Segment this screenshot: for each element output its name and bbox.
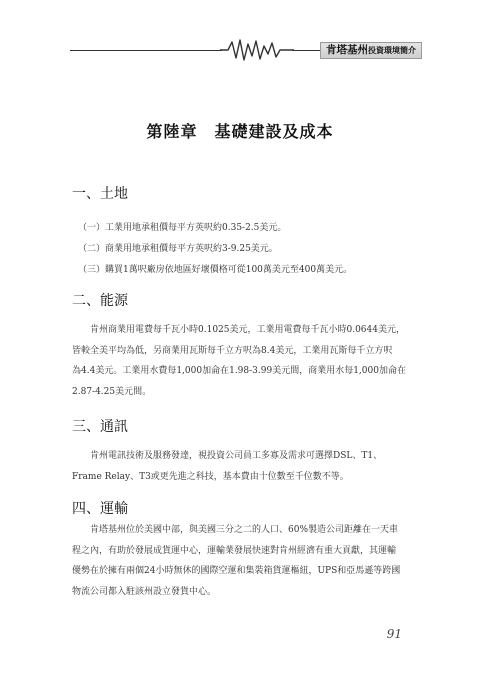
paragraph-line: 皆較全美平均為低，另商業用瓦斯每千立方呎為8.4美元，工業用瓦斯每千立方呎 <box>72 345 393 356</box>
heartbeat-wave-icon <box>220 38 294 62</box>
list-item: （三）購買1萬呎廠房依地區好壞價格可從100萬美元至400萬美元。 <box>78 265 353 275</box>
section-heading-energy: 二、能源 <box>72 293 128 309</box>
paragraph-transport <box>72 520 417 602</box>
running-header <box>70 34 420 64</box>
paragraph-line: 2.87-4.25美元間。 <box>72 386 152 397</box>
paragraph-line: Frame Relay、T3或更先進之科技，基本費由十位數至千位數不等。 <box>72 471 349 482</box>
paragraph-line: 優勢在於擁有兩個24小時無休的國際空運和集裝箱貨運樞紐，UPS和亞馬遜等跨國 <box>72 566 401 576</box>
header-title-main: 肯塔基州 <box>326 44 368 56</box>
paragraph-line: 肯州商業用電費每千瓦小時0.1025美元，工業用電費每千瓦小時0.0644美元， <box>90 325 405 335</box>
chapter-title: 第陸章 基礎建設及成本 <box>146 122 334 141</box>
paragraph-telecom <box>72 446 417 487</box>
paragraph-line: 為4.4美元。工業用水費每1,000加侖在1.98-3.99美元間，商業用水每1,000加侖在 <box>72 366 406 376</box>
paragraph-energy <box>72 320 417 402</box>
list-item: （二）商業用地承租價每平方英呎約3-9.25美元。 <box>78 244 278 254</box>
section-heading-land: 一、土地 <box>72 186 128 202</box>
header-title-sub: 投資環境簡介 <box>368 46 416 55</box>
paragraph-line: 肯州電訊技術及服務發達，視投資公司員工多寡及需求可選擇DSL、T1、 <box>90 451 383 461</box>
section-heading-transport: 四、運輸 <box>72 501 128 517</box>
header-rule-left <box>70 50 222 51</box>
paragraph-line: 肯塔基州位於美國中部，與美國三分之二的人口、60%製造公司距離在一天車 <box>90 525 399 535</box>
header-title-box <box>320 42 422 59</box>
section-heading-telecom: 三、通訊 <box>72 419 128 435</box>
page-number: 91 <box>386 627 402 641</box>
header-rule-right <box>292 50 322 51</box>
list-item: （一）工業用地承租價每平方英呎約0.35-2.5美元。 <box>78 223 287 233</box>
paragraph-line: 程之內，有助於發展成貨運中心，運輸業發展快速對肯州經濟有重大貢獻，其運輸 <box>72 545 397 556</box>
paragraph-line: 物流公司都入駐該州設立發貨中心。 <box>72 586 217 597</box>
